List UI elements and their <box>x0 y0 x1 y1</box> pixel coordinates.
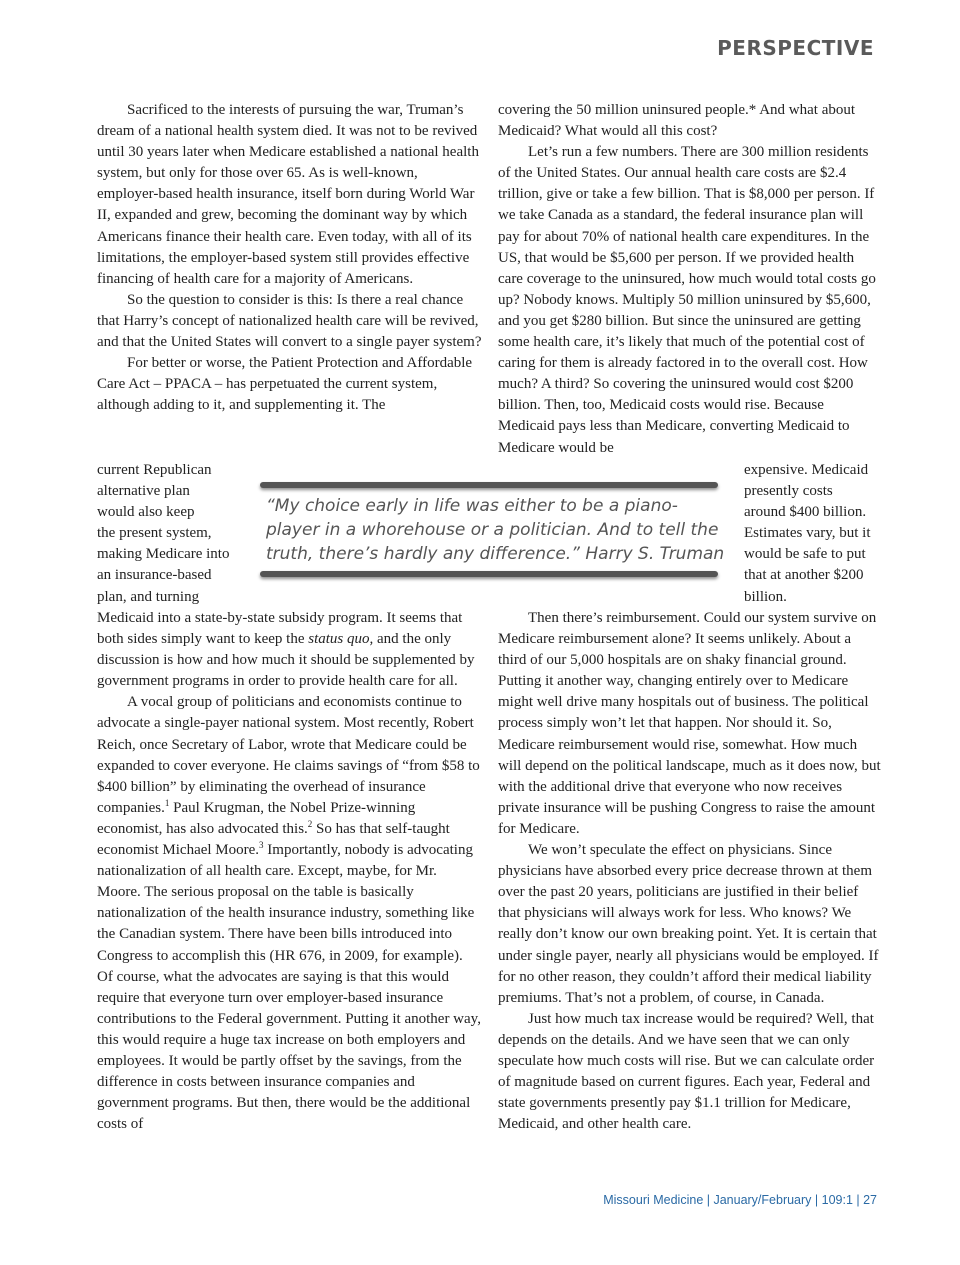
left-wrap-line: the present system, <box>97 525 212 542</box>
section-header: PERSPECTIVE <box>717 36 874 60</box>
right-wrap-line: billion. <box>744 588 787 605</box>
right-paragraph-3: Then there’s reimbursement. Could our system survive on Medicare reimbursement alone? It seems unlikely. About a third of our 5,000 hospitals are on shaky financial ground. Putting it another way, changing entirely over to Medicare might well drive many hospitals out of business. The political process simply won’t let that happen. Nor should it. So, Medicare reimbursement would rise, somewhat. How much will depend on the political landscape, much as it does now, but with the additional drive that everyone who now receives private insurance will be pushing Congress to raise the amount for Medicare. <box>498 610 881 837</box>
right-wrap-line: that at another $200 <box>744 567 864 584</box>
left-wrap-line: would also keep <box>97 504 195 521</box>
left-paragraph-4 <box>97 692 482 1135</box>
footnote-ref-3: 3 <box>259 840 264 851</box>
footnote-ref-1: 1 <box>164 797 170 808</box>
right-paragraph-2: Let’s run a few numbers. There are 300 million residents of the United States. Our annual health care costs are $2.4 trillion, give or take a few billion. That is $8,000 per person. If we take Canada as a standard, the federal insurance plan will pay for about 70% of national health care expenditures. In the US, that would be $5,600 per person. If we provided health care coverage to the uninsured, how much would total costs go up? Nobody knows. Multiply 50 million uninsured by $5,600, and you get $280 billion. But since the uninsured are getting some health care, it’s likely that much of the potential cost of caring for them is already factored in to the overall cost. How much? A third? So covering the uninsured would cost $200 billion. Then, too, Medicaid costs would rise. Because Medicaid pays less than Medicare, converting Medicaid to Medicare would be <box>498 144 876 456</box>
right-wrap-line: would be safe to put <box>744 546 866 563</box>
left-wrap-line: an insurance-based <box>97 567 212 584</box>
right-wrap-line: Estimates vary, but it <box>744 525 871 542</box>
text-run: and the only discussion is how and how much it should be supplemented by government programs in order to provide health care for all. <box>97 631 475 690</box>
text-run: So has that self-taught economist Michael Moore. <box>97 820 450 859</box>
status-quo-italic: status quo, <box>308 631 374 648</box>
pull-quote: “My choice early in life was either to be a piano-player in a whorehouse or a politician. And to tell the truth, there’s hardly any difference.” Harry S. Truman <box>266 496 725 564</box>
left-wrap-line: current Republican <box>97 462 212 478</box>
left-paragraph-3: For better or worse, the Patient Protection and Affordable Care Act – PPACA – has perpetuated the current system, although adding to it, and supplementing it. The <box>97 355 473 414</box>
pull-quote-bottom-rule <box>260 571 718 577</box>
right-column-top <box>498 100 881 459</box>
left-wrap-line: alternative plan <box>97 483 190 500</box>
right-column-bottom <box>498 608 881 1135</box>
page-footer: Missouri Medicine | January/February | 109:1 | 27 <box>603 1193 877 1207</box>
left-column-bottom <box>97 608 482 1135</box>
right-wrap-line: presently costs <box>744 483 833 500</box>
left-wrap-line: making Medicare into <box>97 546 230 563</box>
right-paragraph-1: covering the 50 million uninsured people.* And what about Medicaid? What would all this cost? <box>498 102 856 140</box>
text-run: Paul Krugman, the Nobel Prize-winning economist, has also advocated this. <box>97 799 416 837</box>
footnote-ref-2: 2 <box>307 818 313 829</box>
pull-quote-top-rule <box>260 482 718 488</box>
left-wrap-fragment <box>97 460 247 608</box>
right-paragraph-5: Just how much tax increase would be required? Well, that depends on the details. And we have seen that we can only speculate how much costs will rise. But we can calculate order of magnitude based on current figures. Each year, Federal and state governments presently pay $1.1 trillion for Medicare, Medicaid, and other health care. <box>498 1010 875 1133</box>
right-wrap-fragment <box>744 460 881 608</box>
right-wrap-line: around $400 billion. <box>744 504 867 521</box>
left-column-top <box>97 100 482 416</box>
text-run: Medicaid into a state-by-state subsidy program. It seems that both sides simply want to keep the <box>97 610 463 648</box>
left-paragraph-1: Sacrificed to the interests of pursuing the war, Truman’s dream of a national health system died. It was not to be revived until 30 years later when Medicare established a national health system, but only for those over 65. As is well-known, employer-based health insurance, itself born during World War II, expanded and grew, becoming the dominant way by which Americans finance their health care. Even today, with all of its limitations, the employer-based system still provides effective financing of health care for a majority of Americans. <box>97 102 479 287</box>
left-paragraph-3-continued <box>97 608 482 692</box>
right-wrap-line: expensive. Medicaid <box>744 462 869 478</box>
right-paragraph-4: We won’t speculate the effect on physicians. Since physicians have absorbed every price decrease thrown at them over the past 20 years, politicians are justified in their belief that physicians will always work for less. Who knows? We really don’t know our own breaking point. Yet. It is certain that under single payer, nearly all physicians would be employed. If for no other reason, they couldn’t afford their medical liability premiums. That’s not a problem, of course, in Canada. <box>498 842 879 1006</box>
text-run: A vocal group of politicians and economists continue to advocate a single-payer national system. Most recently, Robert Reich, once Secretary of Labor, wrote that Medicare could be expanded to cover everyone. He claims savings of “from $58 to $400 billion” by eliminating the overhead of insurance companies. <box>97 694 480 816</box>
left-paragraph-2: So the question to consider is this: Is there a real chance that Harry’s concept of nationalized health care will be revived, and that the United States will convert to a single payer system? <box>97 291 482 351</box>
text-run: Importantly, nobody is advocating nationalization of all health care. Except, maybe, for Mr. Moore. The serious proposal on the table is basically nationalization of the health insurance industry, something like the Canadian system. There have been bills introduced into Congress to accomplish this (HR 676, in 2009, for example). Of course, what the advocates are saying is that this would require that everyone turn over employer-based insurance contributions to the Federal government. Putting it another way, this would require a huge tax increase on both employers and employees. It would be partly offset by the savings, from the difference in costs between insurance companies and government programs. But then, there would be the additional costs of <box>97 842 481 1133</box>
left-wrap-line: plan, and turning <box>97 588 200 605</box>
